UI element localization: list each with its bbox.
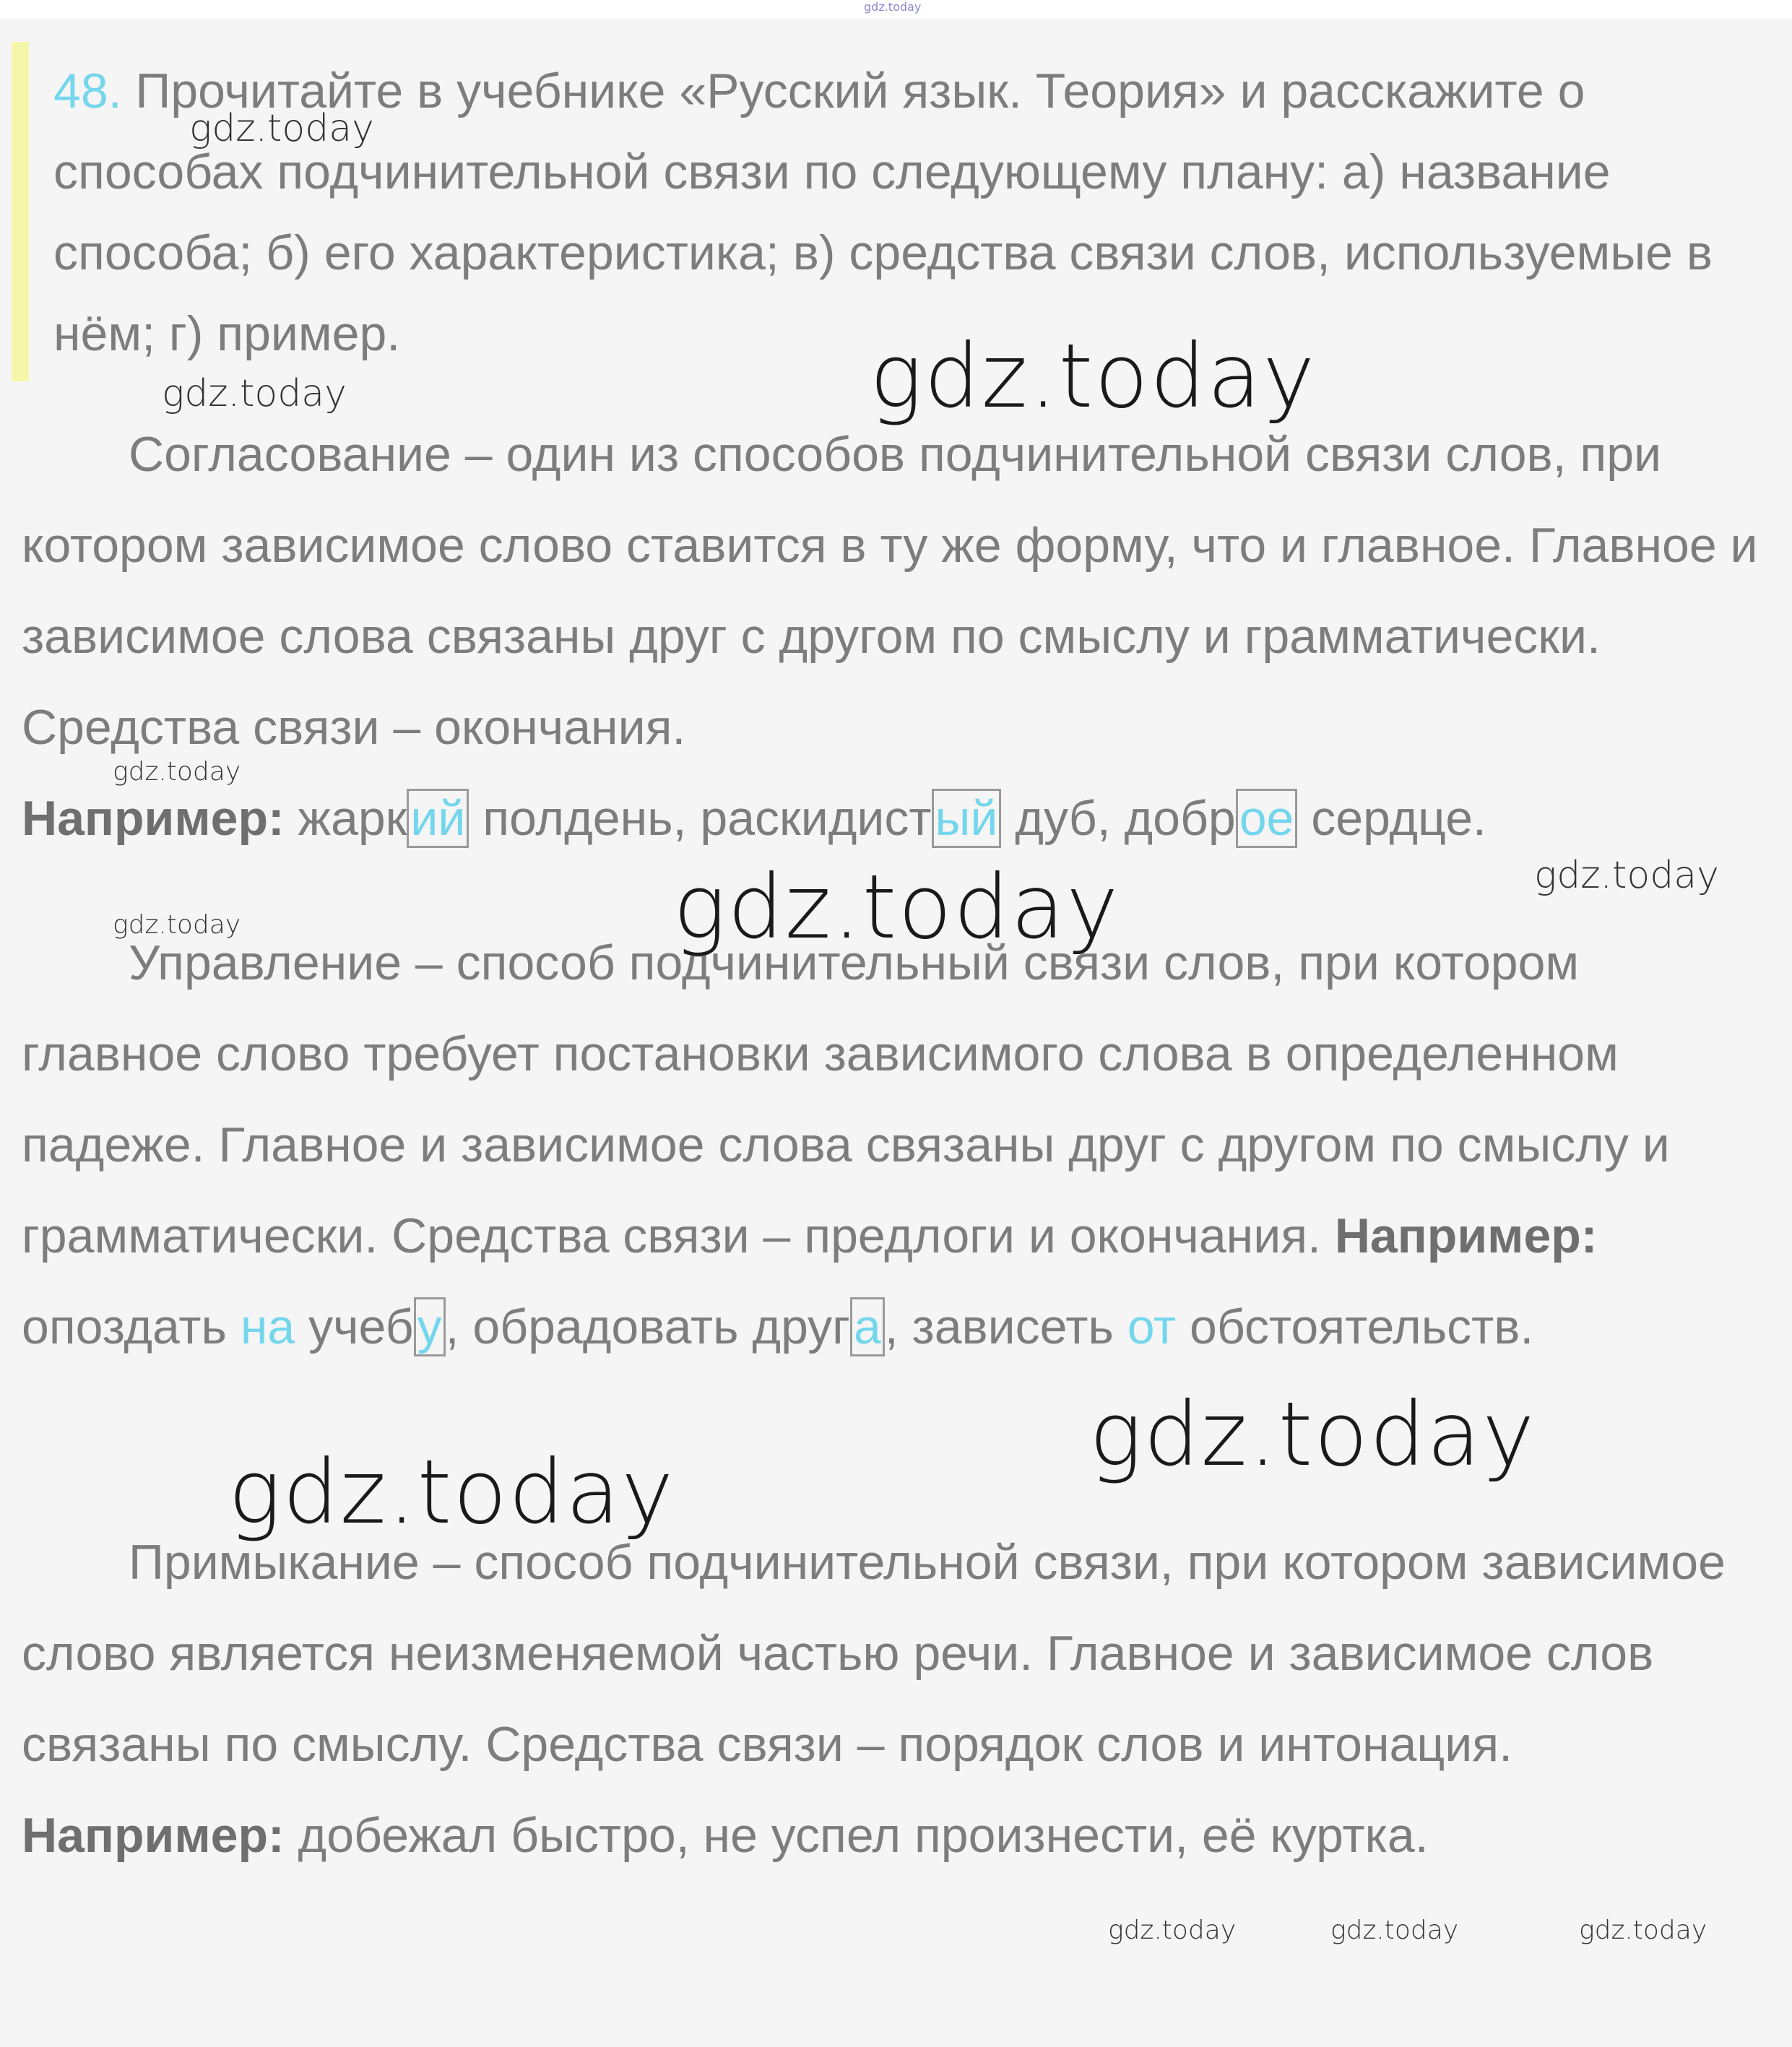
header-watermark: gdz.today xyxy=(864,0,922,14)
example-text: опоздать xyxy=(22,1299,241,1354)
example-label: Например: xyxy=(1334,1208,1598,1263)
government-paragraph xyxy=(22,917,1770,1372)
task-text: Прочитайте в учебнике «Русский язык. Теория» и расскажите о способах подчинительной связи по следующему плану: а) название способа; б) его характеристика; в) средства связи слов, используемые в нём; г) пример. xyxy=(53,64,1713,361)
watermark: gdz.today xyxy=(1089,1383,1536,1486)
watermark: gdz.today xyxy=(1330,1916,1459,1945)
example-text: , зависеть xyxy=(884,1299,1127,1354)
example-text: полдень, раскидист xyxy=(469,791,932,846)
watermark: gdz.today xyxy=(189,107,374,150)
adjoining-text: Примыкание – способ подчинительной связи, при котором зависимое слово является неизменяемой частью речи. Главное и зависимое слов связаны по смыслу. Средства связи – порядок слов и интонация. xyxy=(22,1535,1726,1772)
example-text: , обрадовать друг xyxy=(445,1299,850,1354)
watermark: gdz.today xyxy=(673,856,1120,958)
ending-box: ое xyxy=(1236,789,1298,848)
watermark: gdz.today xyxy=(870,325,1317,428)
example-text: жарк xyxy=(284,791,407,846)
government-text: Управление – способ подчинительный связи слов, при котором главное слово требует постановки зависимого слова в определенном падеже. Главное и зависимое слова связаны друг с другом по смыслу и грамматически. Средства связи – предлоги и окончания. xyxy=(22,935,1670,1263)
ending-box: ий xyxy=(407,789,469,848)
ending-box: у xyxy=(414,1297,446,1356)
task-highlight-bar xyxy=(12,42,29,381)
task-number: 48. xyxy=(53,64,122,118)
example-text: дуб, добр xyxy=(1001,791,1236,846)
preposition-highlight: на xyxy=(240,1299,295,1354)
adjoining-paragraph xyxy=(22,1517,1770,1881)
watermark: gdz.today xyxy=(162,372,347,415)
watermark: gdz.today xyxy=(1108,1916,1237,1945)
example-text: добежал быстро, не успел произнести, её куртка. xyxy=(284,1808,1429,1863)
watermark: gdz.today xyxy=(1534,854,1719,897)
example-text: обстоятельств. xyxy=(1176,1299,1534,1354)
watermark: gdz.today xyxy=(113,910,241,940)
example-text: сердце. xyxy=(1297,791,1486,846)
agreement-text: Согласование – один из способов подчинительной связи слов, при котором зависимое слово ставится в ту же форму, что и главное. Главное и зависимое слова связаны друг с другом по смыслу и грамматически. Средства связи – окончания. xyxy=(22,427,1758,755)
preposition-highlight: от xyxy=(1127,1299,1177,1354)
example-label: Например: xyxy=(22,791,285,846)
watermark: gdz.today xyxy=(1579,1916,1707,1945)
ending-box: а xyxy=(850,1297,885,1356)
example-text: учеб xyxy=(295,1299,414,1354)
example-label: Например: xyxy=(22,1808,285,1863)
watermark: gdz.today xyxy=(113,757,241,787)
agreement-paragraph xyxy=(22,409,1770,864)
ending-box: ый xyxy=(932,789,1002,848)
watermark: gdz.today xyxy=(228,1441,675,1544)
